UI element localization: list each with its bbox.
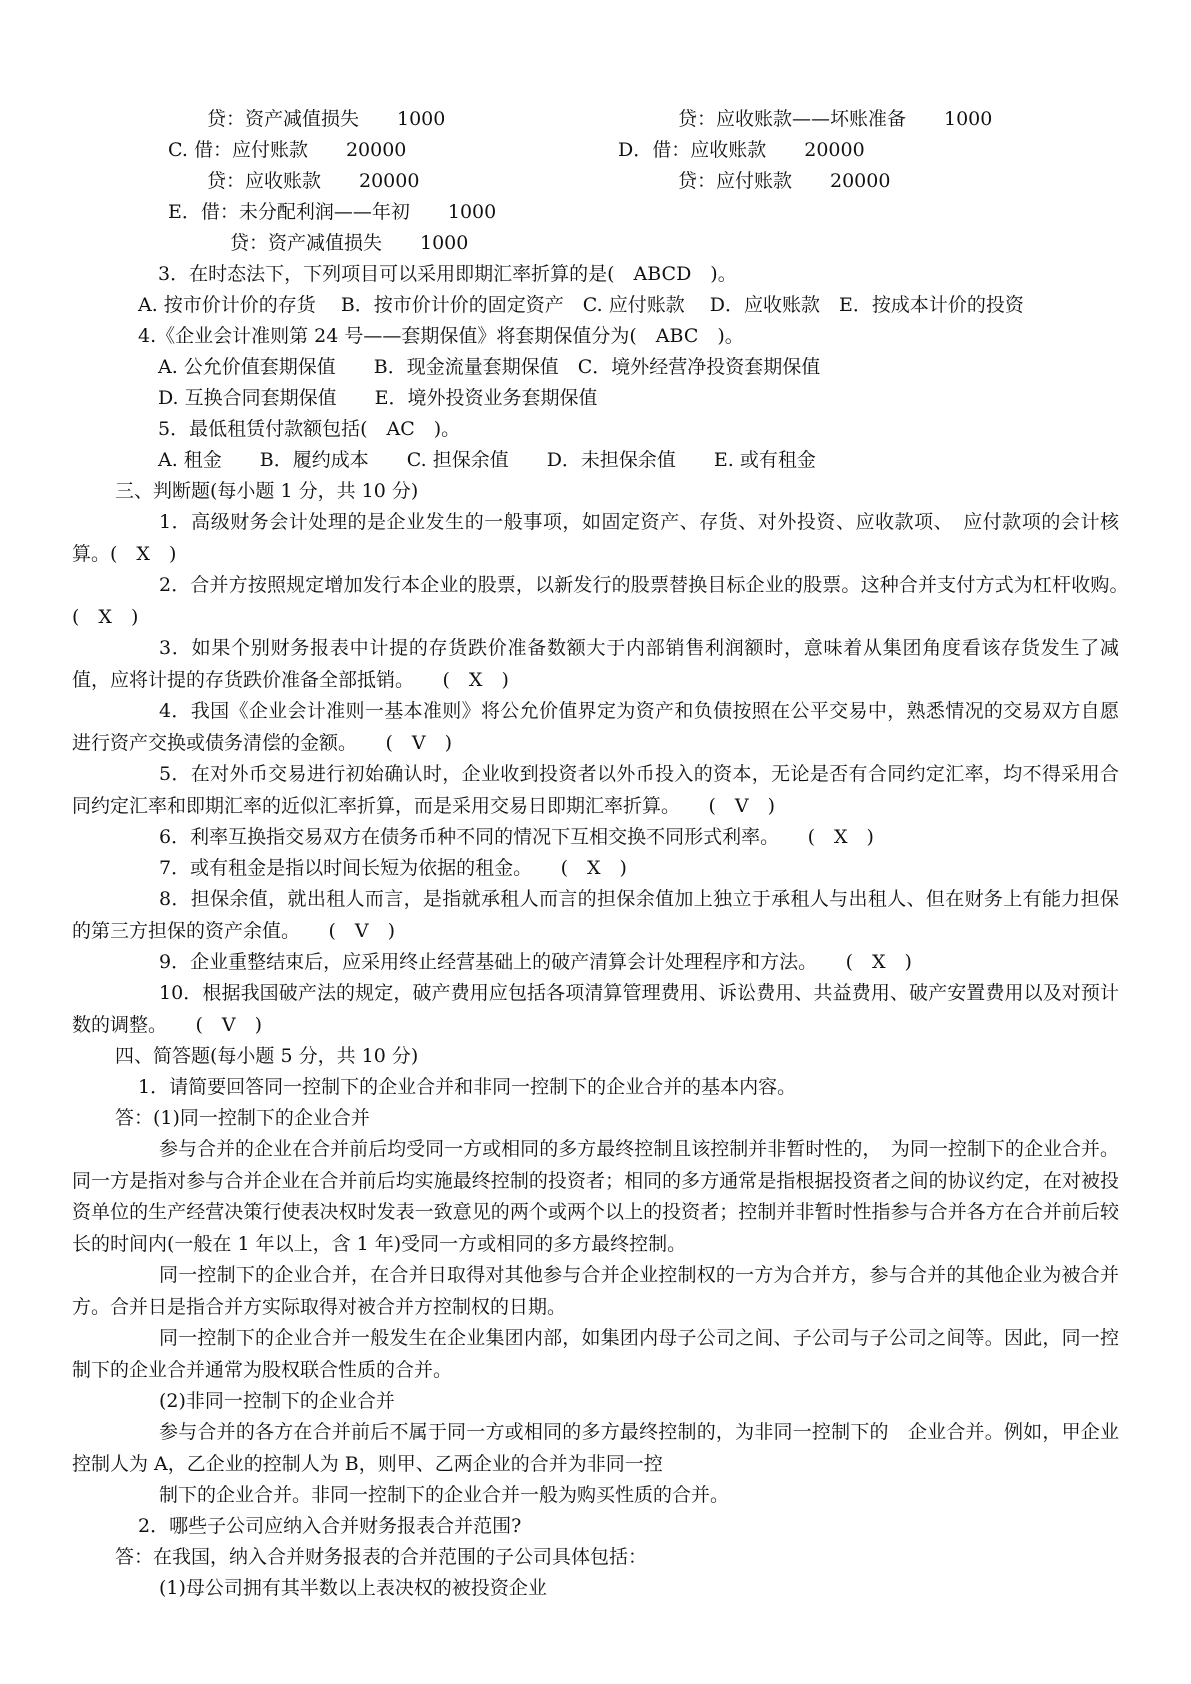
option-b-credit-line: 贷：资产减值损失 1000 bbox=[207, 108, 446, 130]
option-d-debit-line: D．借：应收账款 20000 bbox=[618, 139, 865, 161]
section-3-heading: 三、判断题(每小题 1 分，共 10 分) bbox=[115, 480, 419, 502]
question-3-options: A. 按市价计价的存货 B．按市价计价的固定资产 C. 应付账款 D．应收账款 E．按成本计价的投资 bbox=[138, 294, 1024, 316]
option-e-credit-line: 贷：资产减值损失 1000 bbox=[230, 232, 469, 254]
question-5-options: A. 租金 B．履约成本 C. 担保余值 D．未担保余值 E. 或有租金 bbox=[158, 449, 816, 471]
question-4-stem: 4.《企业会计准则第 24 号——套期保值》将套期保值分为( ABC )。 bbox=[138, 325, 744, 347]
answer-1-paragraph-5: 制下的企业合并。非同一控制下的企业合并一般为购买性质的合并。 bbox=[159, 1484, 730, 1506]
answer-1-paragraph-2: 同一控制下的企业合并，在合并日取得对其他参与合并企业控制权的一方为合并方，参与合并的其他企业为被合并方。合并日是指合并方实际取得对被合并方控制权的日期。 bbox=[72, 1264, 1119, 1318]
question-4-options-line1: A. 公允价值套期保值 B．现金流量套期保值 C．境外经营净投资套期保值 bbox=[158, 356, 821, 378]
judgement-item-9: 9．企业重整结束后，应采用终止经营基础上的破产清算会计处理程序和方法。 ( X ) bbox=[159, 951, 912, 973]
option-c-debit-line: C. 借：应付账款 20000 bbox=[168, 139, 407, 161]
option-d-credit-line: 贷：应收账款——坏账准备 1000 bbox=[678, 108, 993, 130]
short-question-1: 1．请简要回答同一控制下的企业合并和非同一控制下的企业合并的基本内容。 bbox=[138, 1076, 797, 1098]
option-c-credit-line: 贷：应收账款 20000 bbox=[207, 170, 420, 192]
answer-2-heading: 答：在我国，纳入合并财务报表的合并范围的子公司具体包括： bbox=[115, 1546, 648, 1568]
short-question-2: 2．哪些子公司应纳入合并财务报表合并范围? bbox=[138, 1515, 522, 1537]
answer-1-subheading-2: (2)非同一控制下的企业合并 bbox=[159, 1390, 395, 1412]
judgement-item-4: 4．我国《企业会计准则一基本准则》将公允价值界定为资产和负债按照在公平交易中，熟悉情况的交易双方自愿进行资产交换或债务清偿的金额。 ( V ) bbox=[72, 700, 1119, 754]
answer-1-paragraph-1: 参与合并的企业在合并前后均受同一方或相同的多方最终控制且该控制并非暂时性的， 为同一控制下的企业合并。同一方是指对参与合并企业在合并前后均实施最终控制的投资者；相同的多方通常是指根据投资者之间的协议约定，在对被投资单位的生产经营决策行使表决权时发表一致意见的两个或两个以上的投资者；控制并非暂时性指参与合并各方在合并前后较长的时间内(一般在 1 年以上，含 1 年)受同一方或相同的多方最终控制。 bbox=[72, 1138, 1119, 1255]
answer-2-item-1: (1)母公司拥有其半数以上表决权的被投资企业 bbox=[159, 1577, 547, 1599]
answer-1-heading: 答：(1)同一控制下的企业合并 bbox=[115, 1107, 370, 1129]
answer-1-paragraph-3: 同一控制下的企业合并一般发生在企业集团内部，如集团内母子公司之间、子公司与子公司之间等。因此，同一控制下的企业合并通常为股权联合性质的合并。 bbox=[72, 1327, 1119, 1381]
judgement-item-10: 10．根据我国破产法的规定，破产费用应包括各项清算管理费用、诉讼费用、共益费用、破产安置费用以及对预计数的调整。 ( V ) bbox=[72, 982, 1119, 1036]
section-4-heading: 四、简答题(每小题 5 分，共 10 分) bbox=[115, 1045, 419, 1067]
question-4-options-line2: D. 互换合同套期保值 E．境外投资业务套期保值 bbox=[158, 387, 598, 409]
option-e-debit-line: E．借：未分配利润——年初 1000 bbox=[168, 201, 497, 223]
judgement-item-5: 5．在对外币交易进行初始确认时，企业收到投资者以外币投入的资本，无论是否有合同约定汇率，均不得采用合同约定汇率和即期汇率的近似汇率折算，而是采用交易日即期汇率折算。 ( V ) bbox=[72, 763, 1119, 817]
question-5-stem: 5．最低租赁付款额包括( AC )。 bbox=[158, 418, 461, 440]
judgement-item-7: 7．或有租金是指以时间长短为依据的租金。 ( X ) bbox=[159, 857, 627, 879]
judgement-item-2: 2．合并方按照规定增加发行本企业的股票，以新发行的股票替换目标企业的股票。这种合并支付方式为杠杆收购。 ( X ) bbox=[72, 574, 1158, 628]
judgement-item-6: 6．利率互换指交易双方在债务币种不同的情况下互相交换不同形式利率。 ( X ) bbox=[159, 826, 874, 848]
option-d-credit2-line: 贷：应付账款 20000 bbox=[678, 170, 891, 192]
question-3-stem: 3．在时态法下，下列项目可以采用即期汇率折算的是( ABCD )。 bbox=[158, 263, 737, 285]
judgement-item-3: 3．如果个别财务报表中计提的存货跌价准备数额大于内部销售利润额时，意味着从集团角度看该存货发生了减值，应将计提的存货跌价准备全部抵销。 ( X ) bbox=[72, 637, 1119, 691]
judgement-item-1: 1．高级财务会计处理的是企业发生的一般事项，如固定资产、存货、对外投资、应收款项、 应付款项的会计核算。( X ) bbox=[72, 511, 1119, 565]
judgement-item-8: 8．担保余值，就出租人而言，是指就承租人而言的担保余值加上独立于承租人与出租人、但在财务上有能力担保的第三方担保的资产余值。 ( V ) bbox=[72, 888, 1119, 942]
answer-1-paragraph-4: 参与合并的各方在合并前后不属于同一方或相同的多方最终控制的，为非同一控制下的 企业合并。例如，甲企业控制人为 A，乙企业的控制人为 B，则甲、乙两企业的合并为非同一控 bbox=[72, 1421, 1119, 1475]
